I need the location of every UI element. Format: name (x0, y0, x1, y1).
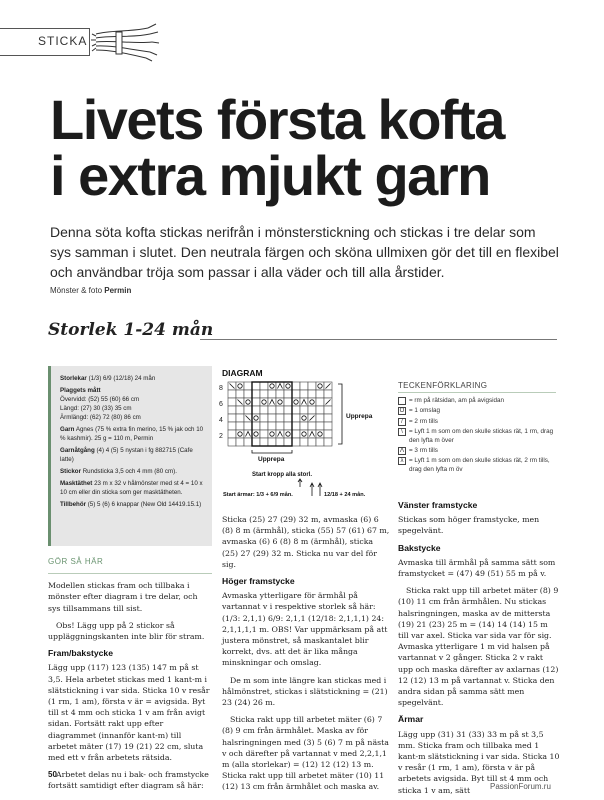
chart-cell (284, 430, 292, 438)
credit-prefix: Mönster & foto (50, 286, 103, 295)
chart-cell (284, 414, 292, 422)
chart-cell (292, 398, 300, 406)
chart-cell (236, 438, 244, 446)
col1-paragraph-3: Lägg upp (117) 123 (135) 147 m på st 3,5. Hela arbetet stickas med 1 kant-m i slätstickning i var sida. Sticka 10 v resår (1 rm, 1 am), första v är = avigsida. Byt till st 4 mm och sticka 1 v am från avigt sidan. Fortsätt rakt upp efter diagrammet (innanför kant-m) till arbetet mäter (17) 19 (21) 22 cm, sluta med ett v från arbetets rätsida. (48, 663, 210, 763)
col2-paragraph-4: Sticka rakt upp till arbetet mäter (6) 7 (8) 9 cm från ärmhålet. Maska av för halsringningen med (3) 5 (6) 7 m på nästa v och därefter på vartannat v med 2,2,1,1 m (alla storlekar) = (12) 12 (12) 13 m. Sticka rakt upp till arbetet mäter (10) 11 (12) 13 cm från ärmhålet och maska av. (222, 715, 389, 792)
chart-cell (284, 406, 292, 414)
section-tag-label: STICKA (38, 34, 88, 48)
title-line-2: i extra mjukt garn (50, 144, 490, 207)
info-box (48, 366, 212, 546)
diagram-heading: DIAGRAM (222, 368, 263, 378)
col3-paragraph-3: Sticka rakt upp till arbetet mäter (8) 9 (10) 11 cm från ärmhålen. Nu stickas halsringningen, maska av de mittersta (19) 21 (23) 25 m = (14) 14 (14) 15 m till var axel. Sticka var sida var för sig. Avmaska ytterligare 1 m vid halsen på vartannat v 2 gånger. Sticka 2 v rakt upp och maska därefter av axlarnas (12) 12 (12) 13 m på vartannat v. Sticka den andra sidan på samma sätt men spegelvänt. (398, 586, 559, 708)
chart-cell (316, 438, 324, 446)
size-divider (200, 339, 557, 340)
garn-value: Agnes (75 % extra fin merino, 15 % jak och 10 % kashmir). 25 g = 110 m, Permin (60, 426, 204, 442)
knit-symbol-icon (398, 397, 406, 405)
tillbehor-value: (5) 5 (6) 6 knappar (New Old 14419.15.1) (87, 501, 202, 508)
chart-cell (276, 398, 284, 406)
legend-text: = 3 rm tills (409, 447, 438, 455)
chart-cell (260, 406, 268, 414)
col1-paragraph-1: Modellen stickas fram och tillbaka i mönster efter diagram i tre delar, och sys tillsammans till sist. (48, 581, 198, 613)
legend-item-k3tog (398, 447, 558, 455)
legend (398, 397, 558, 476)
repeat-bracket-right (338, 384, 342, 444)
chart-cell (292, 414, 300, 422)
credit-line (50, 286, 131, 295)
chart-cell (252, 398, 260, 406)
chart-cell (252, 414, 260, 422)
chart-cell (276, 438, 284, 446)
col3-paragraph-4: Lägg upp (31) 31 (33) 33 m på st 3,5 mm. Sticka fram och tillbaka med 1 kant-m slätstickning i var sida. Sticka 10 v resår (1 rm, 1 am), första v är på arbetets avigsida. Byt till st 4 mm och sticka 1 v am, sätt (398, 729, 560, 795)
legend-item-k2tog (398, 418, 558, 426)
gor-sa-har-rule (48, 573, 212, 574)
col2-paragraph-3: De m som inte längre kan stickas med i hålmönstret, stickas i slätstickning = (21) 23 (24) 26 m. (222, 675, 388, 708)
stitch-chart (218, 380, 396, 510)
chart-cell (308, 406, 316, 414)
chart-cell (228, 430, 236, 438)
chart-cell (268, 414, 276, 422)
chart-cell (316, 382, 324, 390)
chart-cell (324, 414, 332, 422)
chart-cell (300, 406, 308, 414)
chart-cell (292, 390, 300, 398)
chart-cell (228, 438, 236, 446)
legend-item-yarnover (398, 407, 558, 415)
legend-text: = Lyft 1 m som om den skulle stickas rät, 2 rm tills, drag den lyfta m öv (409, 457, 550, 473)
chart-cell (284, 438, 292, 446)
chart-cell (308, 398, 316, 406)
chart-cell (268, 390, 276, 398)
lede-paragraph: Denna söta kofta stickas nerifrån i mönsterstickning och stickas i tre delar som sys samman i slutet. Den neutrala färgen och sköna ullmixen gör det till en flexibel och användbar tröja som passar i alla väder och till alla årstider. (50, 224, 559, 280)
chart-cell (268, 382, 276, 390)
plagget-label: Plaggets mått (60, 387, 101, 394)
chart-cell (308, 390, 316, 398)
chart-cell (292, 422, 300, 430)
chart-cell (244, 438, 252, 446)
yarn-skein-icon (90, 22, 160, 62)
start-armar-label-2: 12/18 + 24 mån. (324, 492, 366, 498)
column-2 (222, 514, 390, 799)
chart-cell (300, 438, 308, 446)
chart-cell (308, 438, 316, 446)
upprepa-bottom-label: Upprepa (258, 456, 285, 463)
chart-cell (268, 422, 276, 430)
arrow-start-armar-right (318, 483, 322, 496)
garn-label: Garn (60, 426, 75, 433)
chart-cell (276, 406, 284, 414)
legend-item-skp (398, 428, 558, 445)
yarnover-symbol-icon: O (399, 408, 405, 415)
col3-paragraph-2: Avmaska till ärmhål på samma sätt som framstycket = (47) 49 (51) 55 m på v. (398, 557, 556, 579)
credit-name: Permin (104, 286, 132, 295)
chart-cell (276, 422, 284, 430)
chart-cell (252, 406, 260, 414)
chart-cell (252, 382, 260, 390)
col2-paragraph-1: Sticka (25) 27 (29) 32 m, avmaska (6) 6 (8) 8 m (ärmhål), sticka (55) 57 (61) 67 m, avmaska (6) 6 (8) 8 m (ärmhål), sticka (25) 27 (29) 32 m. Sticka nu var del för sig. (222, 515, 390, 569)
chart-cell (316, 422, 324, 430)
row-label-8: 8 (219, 385, 223, 392)
start-armar-label: Start ärmar: 1/3 + 6/9 mån. (223, 492, 293, 498)
armar-heading: Ärmar (398, 714, 424, 725)
chart-cell (252, 422, 260, 430)
legend-rule (398, 392, 556, 393)
tillbehor-label: Tillbehör (60, 501, 87, 508)
vanster-framstycke-heading: Vänster framstycke (398, 500, 478, 510)
chart-cell (236, 382, 244, 390)
fram-bak-heading: Fram/bakstycke (48, 648, 113, 659)
chart-cell (300, 430, 308, 438)
legend-text: = 1 omslag (409, 407, 440, 415)
bakstycke-heading: Bakstycke (398, 542, 441, 553)
chart-cell (300, 390, 308, 398)
row-label-2: 2 (219, 433, 223, 440)
row-label-6: 6 (219, 401, 223, 408)
chart-cell (260, 390, 268, 398)
start-kropp-label: Start kropp alla storl. (252, 472, 313, 478)
col1-paragraph-4: Arbetet delas nu i bak- och framstycke fortsätt samtidigt efter diagram så här: (48, 770, 209, 791)
col3-paragraph-1: Stickas som höger framstycke, men spegelvänt. (398, 515, 540, 536)
chart-cell (252, 430, 260, 438)
storlekar-value: (1/3) 6/9 (12/18) 24 mån (88, 375, 156, 382)
chart-cell (236, 406, 244, 414)
chart-cell (244, 390, 252, 398)
col2-paragraph-2: Avmaska ytterligare för ärmhål på vartannat v i respektive storlek så här: (1/3: 2,1,1) 6/9: 2,1,1 (12/18: 2,1,1,1) 24: 2,1,1,1,1 m. OBS! Var uppmärksam på att justera mönstret, så maskantalet blir korrekt, dvs. att det är lika många minskningar och omslag. (222, 591, 388, 668)
arrow-start-armar-left (310, 483, 314, 496)
k2tog-symbol-icon: / (398, 418, 406, 426)
chart-cell (316, 390, 324, 398)
chart-cell (244, 382, 252, 390)
upprepa-right-label: Upprepa (346, 413, 373, 420)
article-title (50, 88, 570, 207)
chart-cell (292, 382, 300, 390)
chart-cell (324, 438, 332, 446)
chart-cell (292, 430, 300, 438)
section-tag (0, 28, 160, 56)
chart-cell (252, 390, 260, 398)
chart-cell (276, 390, 284, 398)
chart-cell (260, 422, 268, 430)
chart-cell (316, 414, 324, 422)
chart-cell (260, 430, 268, 438)
chart-cell (228, 390, 236, 398)
chart-cell (284, 398, 292, 406)
size-heading: Storlek 1-24 mån (48, 320, 214, 340)
chart-cell (292, 406, 300, 414)
chart-cell (300, 422, 308, 430)
chart-cell (260, 438, 268, 446)
masktathet-label: Masktäthet (60, 480, 93, 487)
chart-cell (300, 382, 308, 390)
chart-cell (316, 430, 324, 438)
chart-cell (268, 406, 276, 414)
chart-cell (244, 422, 252, 430)
column-3 (398, 494, 560, 800)
chart-cell (284, 422, 292, 430)
chart-cell (292, 438, 300, 446)
chart-cell (316, 406, 324, 414)
k3tog-symbol-icon: Λ (399, 448, 404, 455)
chart-cell (228, 414, 236, 422)
row-label-4: 4 (219, 417, 223, 424)
chart-cell (324, 406, 332, 414)
hoger-framstycke-heading: Höger framstycke (222, 576, 295, 587)
chart-cell (324, 390, 332, 398)
chart-cell (276, 414, 284, 422)
chart-cell (260, 414, 268, 422)
sk2p-symbol-icon: λ (398, 457, 406, 465)
chart-cell (300, 414, 308, 422)
legend-item-sk2p (398, 457, 558, 474)
stickor-label: Stickor (60, 468, 81, 475)
chart-cell (324, 430, 332, 438)
chart-cell (228, 398, 236, 406)
chart-cell (308, 382, 316, 390)
armlangd: Ärmlängd: (62) 72 (80) 86 cm (60, 414, 141, 421)
chart-cell (236, 422, 244, 430)
chart-cell (236, 430, 244, 438)
skp-symbol-icon: \ (398, 428, 406, 436)
garnatgang-value: (4) 4 (5) 5 nystan i fg 882715 (Cafe latte) (60, 447, 193, 463)
watermark: PassionForum.ru (490, 782, 551, 791)
chart-cell (244, 406, 252, 414)
overvidd: Övervidd: (52) 55 (60) 66 cm (60, 396, 140, 403)
chart-cell (236, 390, 244, 398)
repeat-bracket-bottom (252, 450, 292, 453)
legend-text: = Lyft 1 m som om den skulle stickas rät, 1 rm, drag den lyfta m över (409, 428, 554, 444)
chart-cell (228, 406, 236, 414)
page-number: 50 (48, 770, 57, 779)
gor-sa-har-heading: GÖR SÅ HÄR (48, 557, 104, 566)
langd: Längd: (27) 30 (33) 35 cm (60, 405, 132, 412)
chart-cell (252, 438, 260, 446)
chart-cell (228, 422, 236, 430)
stickor-value: Rundsticka 3,5 och 4 mm (80 cm). (82, 468, 177, 475)
column-1 (48, 556, 212, 798)
title-line-1: Livets första kofta (50, 88, 504, 151)
chart-cell (260, 398, 268, 406)
arrow-start-kropp (298, 479, 302, 487)
chart-cell (284, 382, 292, 390)
legend-text: = rm på rätsidan, am på avigsidan (409, 397, 505, 404)
legend-heading: TECKENFÖRKLARING (398, 381, 488, 390)
col1-paragraph-2: Obs! Lägg upp på 2 stickor så uppläggningskanten inte blir för stram. (48, 620, 205, 642)
chart-cell (236, 414, 244, 422)
chart-cell (324, 422, 332, 430)
chart-cell (284, 390, 292, 398)
chart-cell (244, 398, 252, 406)
storlekar-label: Storlekar (60, 375, 87, 382)
chart-cell (316, 398, 324, 406)
legend-item-knit (398, 397, 558, 405)
chart-cell (260, 382, 268, 390)
chart-cell (308, 422, 316, 430)
chart-cell (268, 438, 276, 446)
legend-text: = 2 rm tills (409, 417, 438, 425)
garnatgang-label: Garnåtgång (60, 447, 95, 454)
chart-cell (268, 430, 276, 438)
masktathet-value: 23 m x 32 v hålmönster med st 4 = 10 x 10 cm eller din sticka som ger masktätheten. (60, 480, 203, 496)
